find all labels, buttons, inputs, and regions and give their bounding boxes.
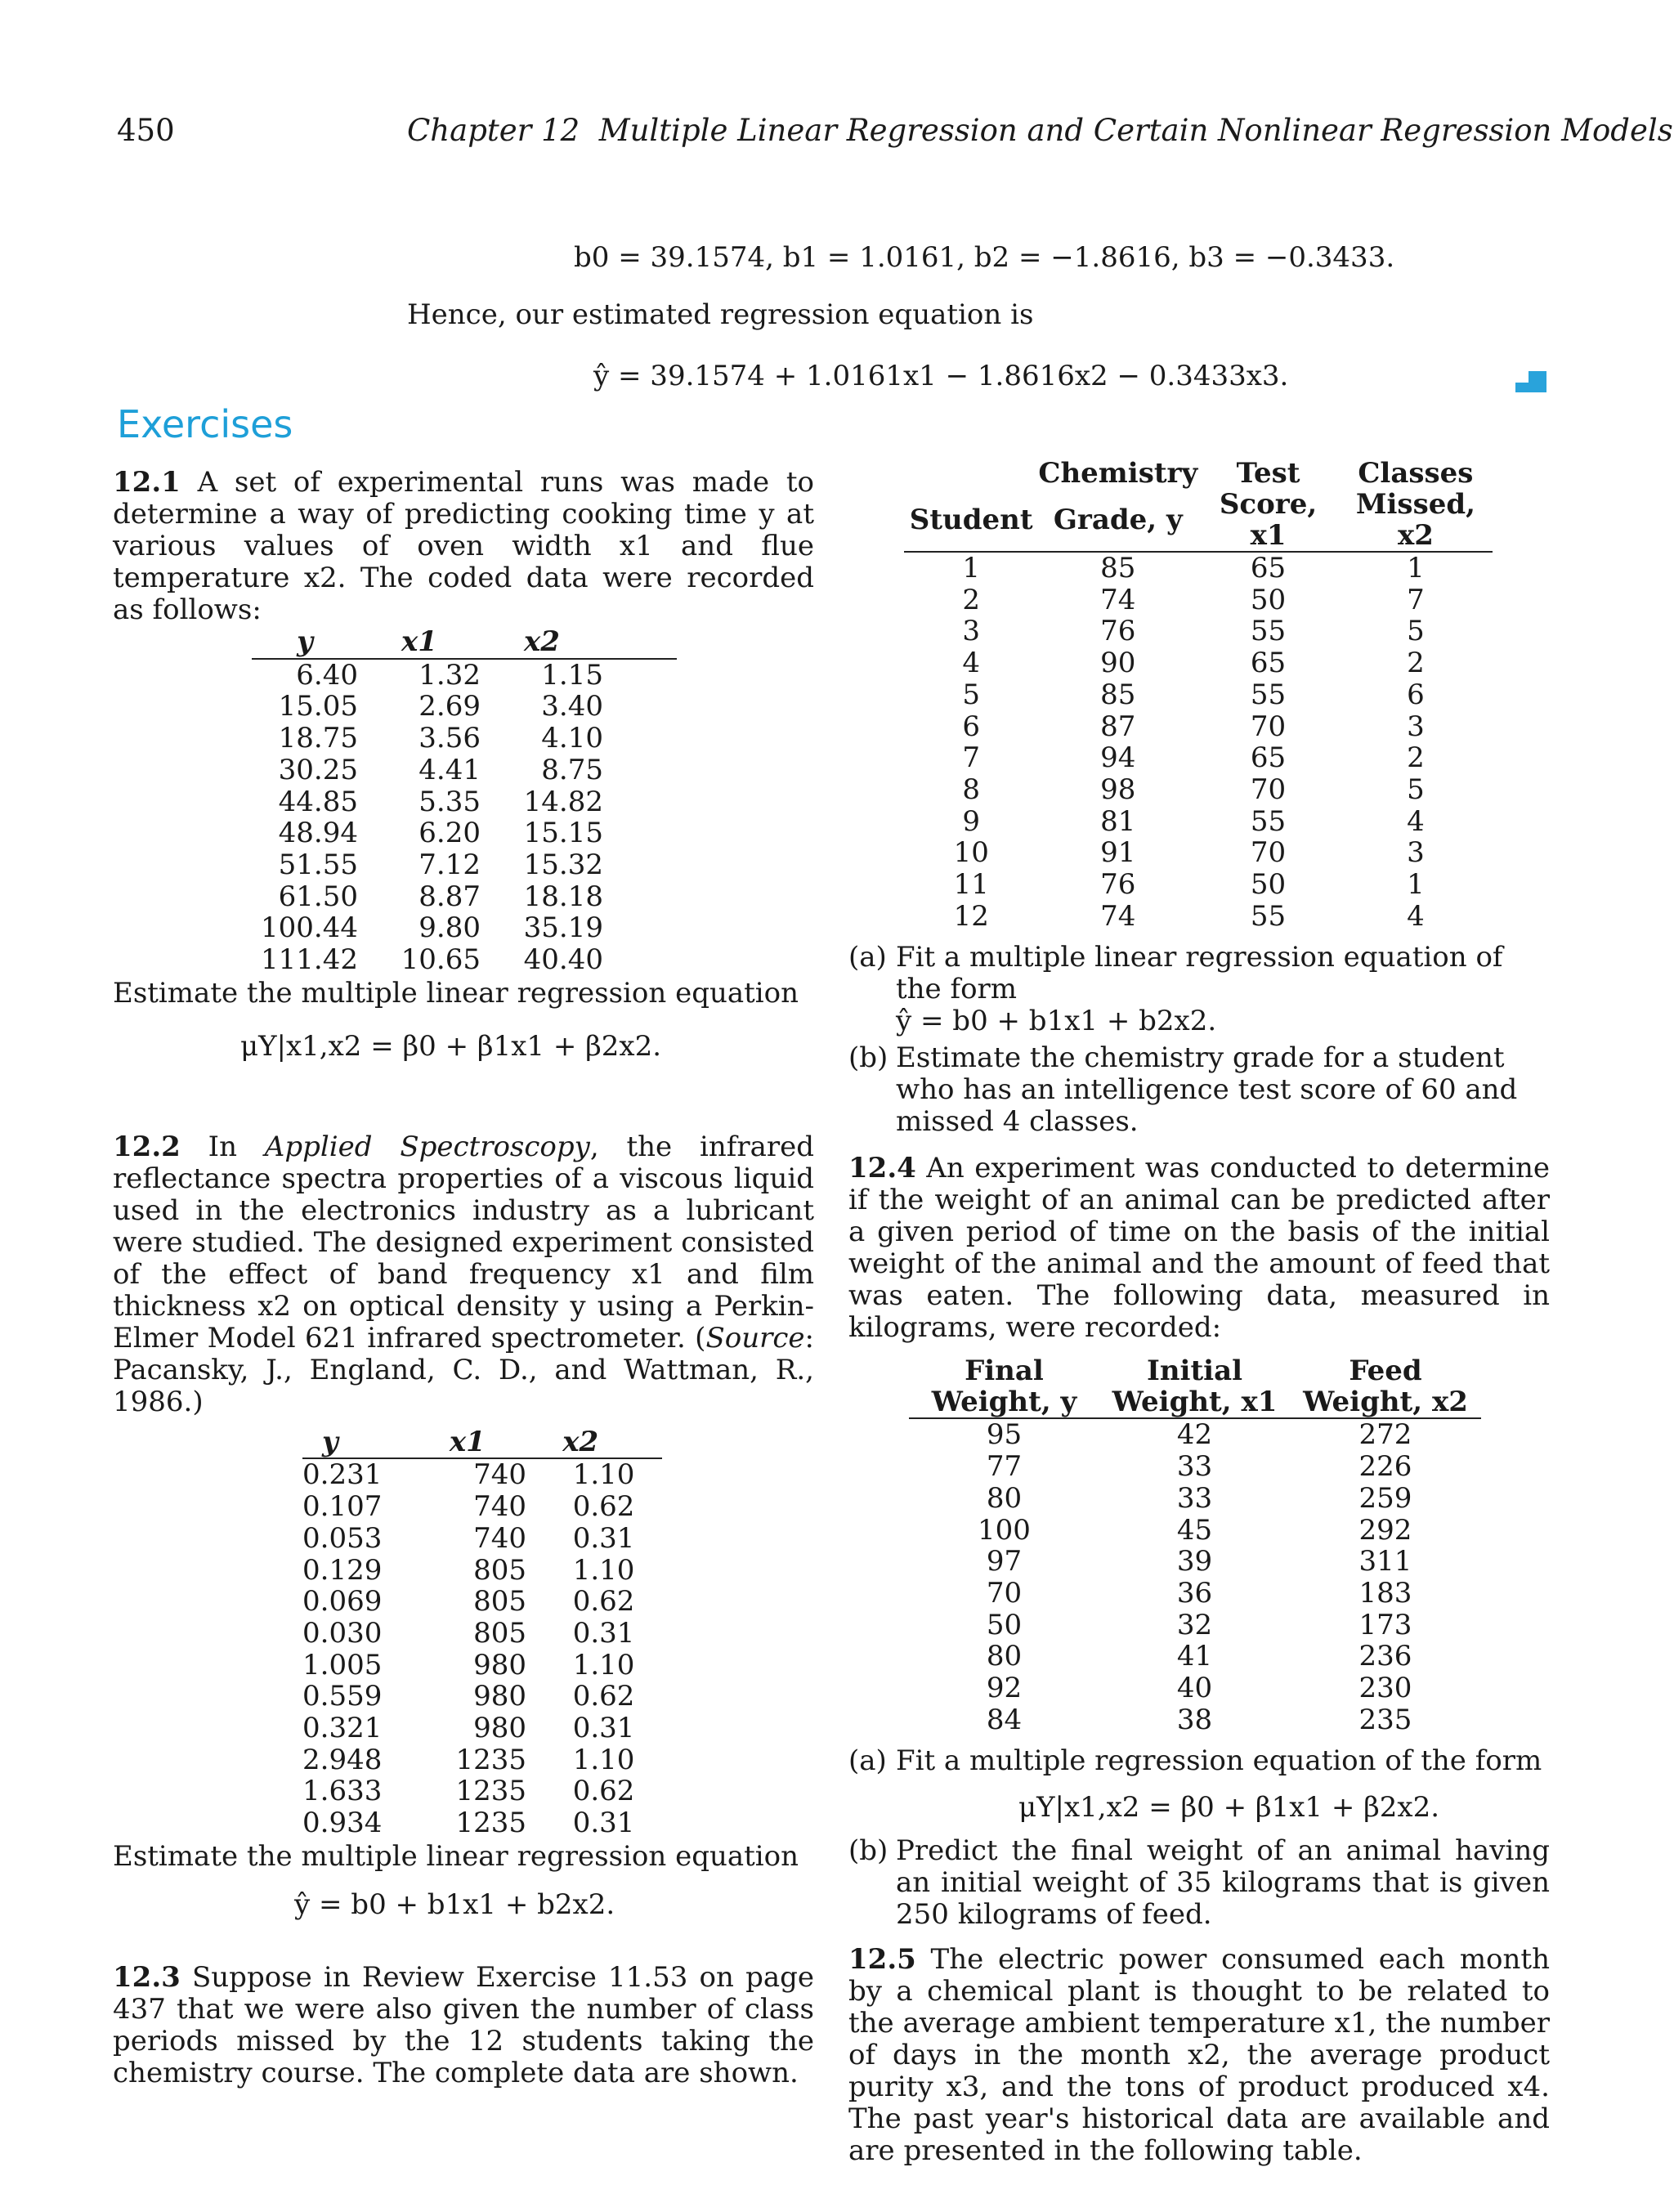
table-row — [252, 723, 677, 754]
table-cell: 5 — [962, 678, 981, 711]
table-cell: 92 — [986, 1672, 1023, 1705]
table-row — [252, 659, 677, 692]
table-cell: 0.31 — [572, 1807, 635, 1840]
table-cell: 70 — [1250, 710, 1287, 743]
table-cell: 70 — [1250, 836, 1287, 870]
table-cell: 1235 — [455, 1743, 526, 1776]
table-cell: 111.42 — [261, 943, 358, 977]
table-row — [904, 584, 1493, 616]
running-header: Chapter 12 Multiple Linear Regression and Certain Nonlinear Regression Models — [407, 113, 1673, 148]
table-cell: 173 — [1358, 1608, 1412, 1641]
exercise-12-1 — [113, 467, 814, 1063]
table-header-row — [252, 626, 677, 659]
exercise-12-4 — [848, 1153, 1550, 1931]
table-cell: 0.31 — [572, 1616, 635, 1650]
table-row — [252, 849, 677, 881]
table-cell: 805 — [473, 1616, 526, 1650]
table-row — [904, 616, 1493, 647]
table-cell: 7.12 — [418, 848, 481, 881]
table-cell: 3 — [962, 615, 981, 648]
table-cell: 1.10 — [572, 1553, 635, 1587]
table-cell: 0.559 — [302, 1680, 383, 1713]
table-cell: 50 — [1250, 868, 1287, 902]
table-cell: 80 — [986, 1481, 1023, 1515]
exercise-body-1: In — [208, 1130, 237, 1163]
table-cell: 0.62 — [572, 1490, 635, 1524]
spectroscopy-table — [302, 1426, 662, 1839]
table-cell: 1 — [962, 552, 981, 584]
table-cell: 8.87 — [418, 880, 481, 913]
table-row — [904, 742, 1493, 774]
part-equation: ŷ = b0 + b1x1 + b2x2. — [896, 1005, 1217, 1038]
table-cell: 3.40 — [541, 690, 603, 723]
table-cell: 230 — [1358, 1672, 1412, 1705]
table-cell: 0.231 — [302, 1458, 383, 1492]
table-cell: 1.10 — [572, 1648, 635, 1681]
table-cell: 90 — [1100, 647, 1136, 680]
table-row — [302, 1555, 662, 1587]
coefficients-line — [574, 242, 1394, 274]
table-row — [252, 691, 677, 723]
table-cell: 311 — [1358, 1545, 1412, 1578]
table-cell: 1.32 — [418, 658, 481, 692]
exercise-number: 12.2 — [113, 1130, 181, 1163]
table-cell: 74 — [1100, 583, 1136, 616]
exercise-12-1-text — [113, 467, 814, 626]
table-cell: 15.05 — [278, 690, 358, 723]
table-cell: 4.10 — [541, 722, 603, 755]
table-cell: 0.62 — [572, 1585, 635, 1619]
exercise-body-2: , the infrared reflectance spectra properties of a viscous liquid used in the electronics industry as a lubricant were studied. The designed experiment consisted of the effect of band frequency x1 and film thickness x2 on optical density y using a Perkin-Elmer Model 621 infrared spectrometer. ( — [113, 1130, 815, 1355]
end-of-example-icon — [1529, 371, 1546, 392]
col-header-grade: Grade, y — [1053, 504, 1183, 536]
table-cell: 226 — [1358, 1450, 1412, 1484]
exercise-number: 12.5 — [848, 1943, 916, 1977]
table-row — [302, 1775, 662, 1807]
chemistry-rows — [904, 552, 1493, 932]
table-cell: 1.005 — [302, 1648, 383, 1681]
table-cell: 55 — [1250, 899, 1287, 933]
table-cell: 50 — [986, 1608, 1023, 1641]
table-cell: 94 — [1100, 741, 1136, 775]
table-row — [904, 552, 1493, 584]
table-cell: 0.31 — [572, 1521, 635, 1555]
table-cell: 33 — [1176, 1450, 1213, 1484]
table-cell: 0.107 — [302, 1490, 383, 1524]
part-label: (a) — [848, 941, 887, 974]
table-row — [302, 1618, 662, 1650]
source-label: Source — [705, 1321, 805, 1355]
table-cell: 40 — [1176, 1672, 1213, 1705]
table-cell: 805 — [473, 1585, 526, 1619]
table-row — [302, 1681, 662, 1713]
table-cell: 3 — [1407, 710, 1425, 743]
table-cell: 38 — [1176, 1703, 1213, 1736]
exercise-body: Suppose in Review Exercise 11.53 on page 437 that we were also given the number of class periods missed by the 12 students taking the chemistry course. The complete data are shown. — [113, 1960, 814, 2089]
table-cell: 0.030 — [302, 1616, 383, 1650]
source-title: Applied Spectroscopy — [264, 1130, 590, 1163]
table-cell: 235 — [1358, 1703, 1412, 1736]
exercise-number: 12.4 — [848, 1152, 916, 1185]
exercise-12-4-part-b — [848, 1835, 1550, 1931]
table-row — [909, 1610, 1481, 1641]
table-cell: 81 — [1100, 804, 1136, 838]
col-header-x2: x2 — [562, 1425, 599, 1458]
table-cell: 14.82 — [523, 785, 603, 818]
table-cell: 0.62 — [572, 1775, 635, 1808]
exercise-12-2-after: Estimate the multiple linear regression equation — [113, 1839, 799, 1873]
table-row — [302, 1744, 662, 1776]
table-cell: 292 — [1358, 1513, 1412, 1547]
table-cell: 7 — [962, 741, 981, 775]
table-cell: 1.633 — [302, 1775, 383, 1808]
table-cell: 2 — [1407, 647, 1425, 680]
table-cell: 80 — [986, 1640, 1023, 1673]
exercise-body: The electric power consumed each month by a chemical plant is thought to be related to the average ambient temperature x1, the number of days in the month x2, the average product purity x3, and the tons of product produced x4. The past year's historical data are available and are presented in the following table. — [848, 1943, 1550, 2168]
table-header-row-1 — [909, 1355, 1481, 1386]
table-cell: 6 — [962, 710, 981, 743]
table-row — [909, 1672, 1481, 1704]
table-cell: 2.69 — [418, 690, 481, 723]
table-row — [909, 1418, 1481, 1451]
table-cell: 77 — [986, 1450, 1023, 1484]
regression-equation-text: ŷ = 39.1574 + 1.0161x1 − 1.8616x2 − 0.3433x3. — [593, 360, 1289, 392]
col-header-feed: Weight, x2 — [1303, 1386, 1468, 1419]
table-cell: 33 — [1176, 1481, 1213, 1515]
table-row — [904, 806, 1493, 838]
table-cell: 0.069 — [302, 1585, 383, 1619]
exercise-12-2-text — [113, 1131, 814, 1418]
table-row — [904, 837, 1493, 869]
table-cell: 4.41 — [418, 753, 481, 786]
col-header-3: Test — [1236, 457, 1300, 490]
table-cell: 55 — [1250, 678, 1287, 711]
table-cell: 39 — [1176, 1545, 1213, 1578]
table-cell: 3.56 — [418, 722, 481, 755]
exercise-12-5-text — [848, 1944, 1550, 2167]
col-header-y: y — [322, 1425, 338, 1458]
part-label: (b) — [848, 1041, 888, 1075]
table-cell: 6.20 — [418, 817, 481, 850]
exercise-body-3: : Pacansky, J., England, C. D., and Wattman, R., 1986.) — [113, 1321, 814, 1418]
table-cell: 183 — [1358, 1576, 1412, 1610]
spectroscopy-rows — [302, 1458, 662, 1838]
table-row — [252, 786, 677, 818]
table-cell: 0.129 — [302, 1553, 383, 1587]
table-cell: 1.10 — [572, 1743, 635, 1776]
table-row — [302, 1458, 662, 1491]
table-cell: 980 — [473, 1712, 526, 1745]
table-cell: 5 — [1407, 772, 1425, 806]
table-cell: 259 — [1358, 1481, 1412, 1515]
table-cell: 0.321 — [302, 1712, 383, 1745]
table-cell: 51.55 — [278, 848, 358, 881]
table-cell: 9.80 — [418, 911, 481, 945]
part-equation: μY|x1,x2 = β0 + β1x1 + β2x2. — [1018, 1791, 1440, 1825]
table-row — [909, 1641, 1481, 1672]
table-cell: 85 — [1100, 552, 1136, 584]
left-column — [113, 467, 814, 2089]
table-cell: 0.053 — [302, 1521, 383, 1555]
table-row — [252, 944, 677, 976]
table-cell: 65 — [1250, 552, 1287, 584]
table-row — [909, 1483, 1481, 1515]
exercise-12-3-part-a — [848, 942, 1550, 1037]
table-cell: 76 — [1100, 615, 1136, 648]
table-cell: 3 — [1407, 836, 1425, 870]
chemistry-table — [904, 458, 1493, 932]
table-row — [904, 711, 1493, 743]
table-cell: 97 — [986, 1545, 1023, 1578]
table-cell: 10 — [953, 836, 989, 870]
table-cell: 10.65 — [401, 943, 481, 977]
part-text: Estimate the chemistry grade for a student who has an intelligence test score of 60 and missed 4 classes. — [896, 1041, 1518, 1139]
table-cell: 2 — [1407, 741, 1425, 775]
part-text: Fit a multiple regression equation of the form — [896, 1744, 1542, 1778]
table-row — [302, 1713, 662, 1744]
table-cell: 70 — [986, 1576, 1023, 1610]
table-cell: 61.50 — [278, 880, 358, 913]
table-header-row-1 — [904, 458, 1493, 489]
exercise-number: 12.1 — [113, 466, 181, 499]
part-label: (a) — [848, 1744, 887, 1778]
table-cell: 740 — [473, 1490, 526, 1524]
exercise-12-4-part-a — [848, 1745, 1550, 1824]
col-header-2: Chemistry — [1038, 457, 1198, 490]
table-row — [909, 1546, 1481, 1578]
table-cell: 70 — [1250, 772, 1287, 806]
table-cell: 50 — [1250, 583, 1287, 616]
exercise-12-5 — [848, 1944, 1550, 2167]
table-row — [909, 1704, 1481, 1736]
table-row — [909, 1515, 1481, 1547]
table-row — [302, 1650, 662, 1681]
table-cell: 2.948 — [302, 1743, 383, 1776]
exercise-12-4-text — [848, 1153, 1550, 1344]
col-header-1: Final — [965, 1355, 1044, 1388]
table-cell: 6 — [1407, 678, 1425, 711]
exercise-number: 12.3 — [113, 1960, 181, 1994]
table-cell: 0.62 — [572, 1680, 635, 1713]
table-row — [302, 1523, 662, 1555]
table-cell: 18.18 — [523, 880, 603, 913]
table-cell: 1235 — [455, 1807, 526, 1840]
table-cell: 980 — [473, 1680, 526, 1713]
coefficients-text: b0 = 39.1574, b1 = 1.0161, b2 = −1.8616, b3 = −0.3433. — [574, 241, 1395, 274]
col-header-student: Student — [909, 504, 1033, 536]
exercise-12-2-equation: ŷ = b0 + b1x1 + b2x2. — [294, 1887, 615, 1921]
part-label: (b) — [848, 1834, 888, 1868]
table-cell: 65 — [1250, 647, 1287, 680]
col-header-missed: Missed, x2 — [1355, 488, 1475, 552]
table-row — [302, 1586, 662, 1618]
table-cell: 84 — [986, 1703, 1023, 1736]
table-cell: 42 — [1176, 1418, 1213, 1452]
table-cell: 15.32 — [523, 848, 603, 881]
table-cell: 18.75 — [278, 722, 358, 755]
table-cell: 12 — [953, 899, 989, 933]
table-cell: 1235 — [455, 1775, 526, 1808]
table-cell: 98 — [1100, 772, 1136, 806]
table-cell: 1 — [1407, 552, 1425, 584]
table-cell: 2 — [962, 583, 981, 616]
col-header-4: Classes — [1358, 457, 1474, 490]
table-cell: 236 — [1358, 1640, 1412, 1673]
col-header-initial: Weight, x1 — [1112, 1386, 1278, 1419]
table-cell: 32 — [1176, 1608, 1213, 1641]
table-cell: 1.10 — [572, 1458, 635, 1492]
table-cell: 5 — [1407, 615, 1425, 648]
table-cell: 30.25 — [278, 753, 358, 786]
col-header-x1: x1 — [401, 625, 437, 658]
regression-equation — [593, 360, 1288, 392]
table-row — [909, 1578, 1481, 1610]
table-cell: 48.94 — [278, 817, 358, 850]
table-cell: 55 — [1250, 804, 1287, 838]
table-cell: 272 — [1358, 1418, 1412, 1452]
col-header-score: Score, x1 — [1219, 488, 1318, 552]
table-cell: 35.19 — [523, 911, 603, 945]
exercise-12-3-text — [113, 1962, 814, 2089]
table-header-row-2 — [904, 489, 1493, 552]
table-cell: 8 — [962, 772, 981, 806]
table-row — [252, 881, 677, 913]
table-cell: 1 — [1407, 868, 1425, 902]
exercise-12-1-after: Estimate the multiple linear regression equation — [113, 976, 799, 1010]
cooking-time-table — [252, 626, 677, 976]
table-cell: 85 — [1100, 678, 1136, 711]
table-row — [904, 679, 1493, 711]
col-header-1 — [904, 458, 1038, 489]
exercise-body: An experiment was conducted to determine if the weight of an animal can be predicted after a given period of time on the basis of the initial weight of the animal and the amount of feed that was eaten. The following data, measured in kilograms, were recorded: — [848, 1152, 1550, 1345]
table-row — [252, 912, 677, 944]
table-cell: 1.15 — [541, 658, 603, 692]
col-header-x2: x2 — [524, 625, 560, 658]
table-cell: 7 — [1407, 583, 1425, 616]
table-row — [302, 1491, 662, 1523]
part-text: Fit a multiple linear regression equation of the form — [896, 941, 1503, 1006]
right-column — [848, 458, 1550, 2167]
table-cell: 45 — [1176, 1513, 1213, 1547]
table-row — [904, 647, 1493, 679]
table-cell: 100 — [978, 1513, 1031, 1547]
page-number: 450 — [117, 113, 175, 148]
table-cell: 5.35 — [418, 785, 481, 818]
table-row — [252, 817, 677, 849]
exercise-12-1-equation: μY|x1,x2 = β0 + β1x1 + β2x2. — [240, 1029, 662, 1063]
hence-text: Hence, our estimated regression equation is — [407, 298, 1034, 331]
table-cell: 980 — [473, 1648, 526, 1681]
table-cell: 55 — [1250, 615, 1287, 648]
table-cell: 4 — [1407, 804, 1425, 838]
table-row — [904, 774, 1493, 806]
table-header-row — [302, 1426, 662, 1459]
table-cell: 15.15 — [523, 817, 603, 850]
table-cell: 44.85 — [278, 785, 358, 818]
cooking-time-rows — [252, 659, 677, 976]
table-row — [904, 901, 1493, 933]
table-cell: 0.934 — [302, 1807, 383, 1840]
table-cell: 95 — [986, 1418, 1023, 1452]
table-cell: 0.31 — [572, 1712, 635, 1745]
table-header-row-2 — [909, 1386, 1481, 1418]
table-cell: 87 — [1100, 710, 1136, 743]
table-cell: 6.40 — [296, 658, 358, 692]
table-row — [909, 1451, 1481, 1483]
table-cell: 74 — [1100, 899, 1136, 933]
table-cell: 11 — [953, 868, 989, 902]
table-cell: 740 — [473, 1458, 526, 1492]
exercises-heading: Exercises — [117, 402, 293, 446]
table-row — [302, 1807, 662, 1839]
col-header-x1: x1 — [449, 1425, 486, 1458]
table-cell: 40.40 — [523, 943, 603, 977]
animal-weight-table — [909, 1355, 1481, 1735]
col-header-y: y — [297, 625, 313, 658]
table-cell: 65 — [1250, 741, 1287, 775]
table-cell: 76 — [1100, 868, 1136, 902]
exercise-12-3-part-b — [848, 1042, 1550, 1138]
table-cell: 91 — [1100, 836, 1136, 870]
col-header-2: Initial — [1146, 1355, 1243, 1388]
table-cell: 4 — [962, 647, 981, 680]
table-cell: 9 — [962, 804, 981, 838]
table-row — [904, 869, 1493, 901]
table-cell: 41 — [1176, 1640, 1213, 1673]
table-cell: 36 — [1176, 1576, 1213, 1610]
exercise-12-3 — [113, 1962, 814, 2089]
animal-weight-rows — [909, 1418, 1481, 1735]
table-cell: 4 — [1407, 899, 1425, 933]
col-header-3: Feed — [1349, 1355, 1422, 1388]
table-cell: 8.75 — [541, 753, 603, 786]
table-cell: 805 — [473, 1553, 526, 1587]
exercise-12-2 — [113, 1131, 814, 1921]
part-text: Predict the final weight of an animal having an initial weight of 35 kilograms that is given 250 kilograms of feed. — [896, 1834, 1550, 1932]
col-header-final: Weight, y — [931, 1386, 1077, 1419]
table-row — [252, 754, 677, 786]
exercise-body: A set of experimental runs was made to determine a way of predicting cooking time y at various values of oven width x1 and flue temperature x2. The coded data were recorded as follows: — [113, 466, 814, 626]
table-cell: 100.44 — [261, 911, 358, 945]
table-cell: 740 — [473, 1521, 526, 1555]
